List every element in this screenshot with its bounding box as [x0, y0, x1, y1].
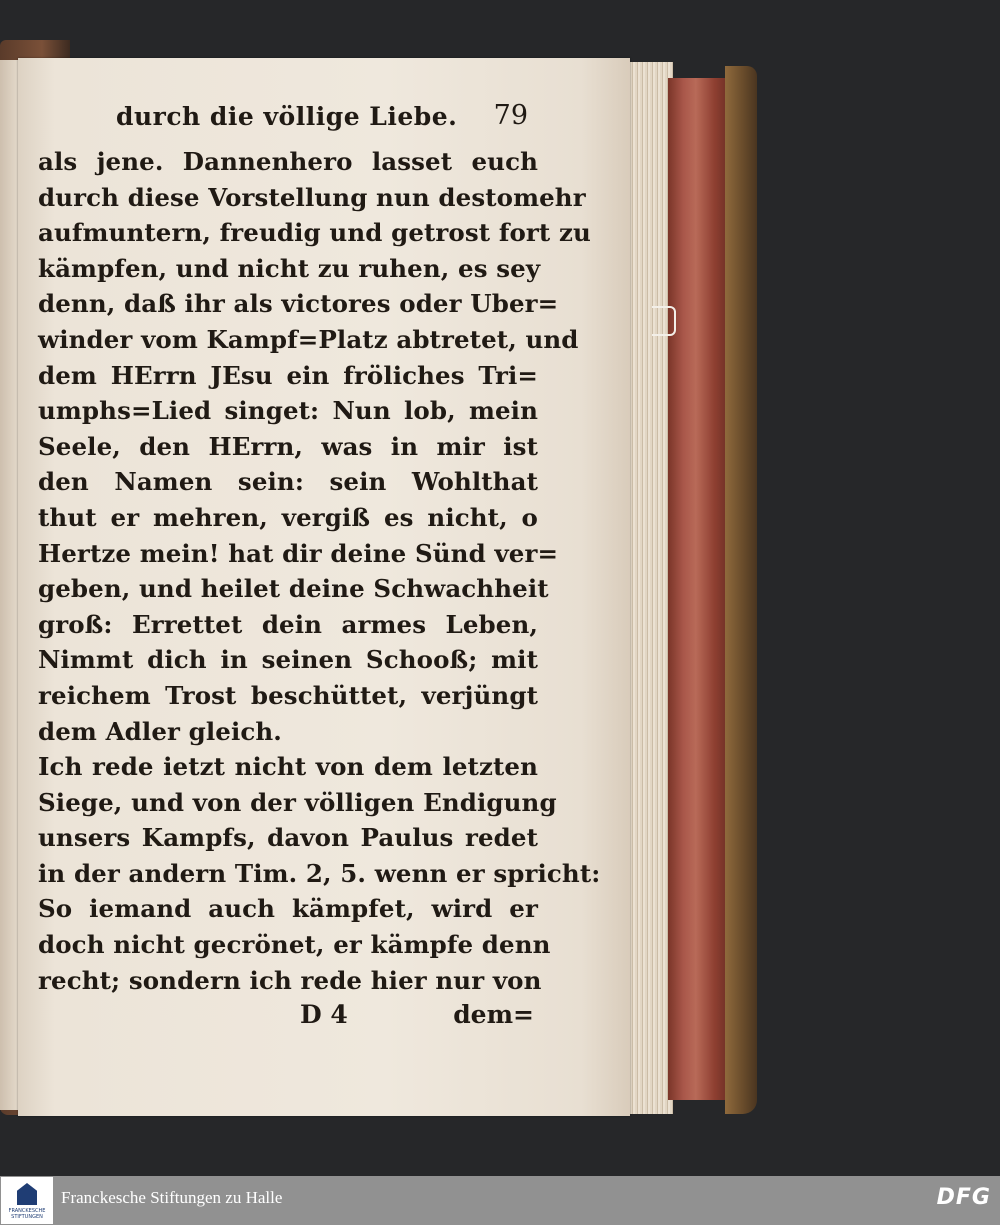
text-line: Hertze mein! hat dir deine Sünd ver=: [38, 538, 559, 568]
left-page-edge: [0, 60, 20, 1110]
text-line: aufmuntern, freudig und getrost fort zu: [38, 218, 591, 248]
viewer-footer-bar: [0, 1176, 1000, 1225]
text-line: durch diese Vorstellung nun destomehr: [38, 182, 586, 212]
text-line: groß: Errettet dein armes Leben,: [38, 609, 538, 639]
text-line: Nimmt dich in seinen Schooß; mit: [38, 645, 538, 675]
text-line: So iemand auch kämpfet, wird er: [38, 894, 538, 924]
building-icon: [17, 1183, 37, 1205]
institution-name[interactable]: Franckesche Stiftungen zu Halle: [61, 1188, 283, 1207]
page-number: 79: [493, 100, 528, 131]
page-text: [38, 96, 601, 1038]
text-lines: [38, 144, 601, 998]
text-line: doch nicht gecrönet, er kämpfe denn: [38, 930, 551, 960]
thread-marker: [652, 306, 676, 336]
running-head: [38, 96, 538, 144]
text-line: in der andern Tim. 2, 5. wenn er spricht:: [38, 858, 601, 888]
text-line: recht; sondern ich rede hier nur von: [38, 965, 542, 995]
text-line: winder vom Kampf=Platz abtretet, und: [38, 324, 579, 354]
text-line: den Namen sein: sein Wohlthat: [38, 467, 538, 497]
institution-logo[interactable]: [1, 1177, 53, 1224]
running-head-title: durch die völlige Liebe.: [116, 102, 458, 131]
book-cover-right: [725, 66, 757, 1114]
signature-mark: D 4: [300, 1000, 348, 1030]
text-line: reichem Trost beschüttet, verjüngt: [38, 680, 538, 710]
text-line: Seele, den HErrn, was in mir ist: [38, 431, 538, 461]
page-fore-edge: [625, 62, 673, 1114]
text-line: thut er mehren, vergiß es nicht, o: [38, 502, 538, 532]
text-line: unsers Kampfs, davon Paulus redet: [38, 823, 538, 853]
logo-caption: FRANCKESCHE STIFTUNGEN: [8, 1208, 46, 1220]
red-page-edge: [668, 78, 730, 1100]
text-line: umphs=Lied singet: Nun lob, mein: [38, 396, 538, 426]
text-line: geben, und heilet deine Schwachheit: [38, 574, 549, 604]
page-footer: [38, 998, 538, 1038]
text-line: dem HErrn JEsu ein fröliches Tri=: [38, 360, 538, 390]
text-line: Ich rede ietzt nicht von dem letzten: [38, 752, 538, 782]
dfg-logo[interactable]: DFG: [936, 1185, 991, 1210]
catchword: dem=: [453, 1000, 534, 1030]
text-line: als jene. Dannenhero lasset euch: [38, 147, 538, 176]
text-line: kämpfen, und nicht zu ruhen, es sey: [38, 253, 541, 283]
text-line: denn, daß ihr als victores oder Uber=: [38, 289, 559, 319]
text-line: Siege, und von der völligen Endigung: [38, 787, 557, 817]
text-line: dem Adler gleich.: [38, 716, 282, 746]
